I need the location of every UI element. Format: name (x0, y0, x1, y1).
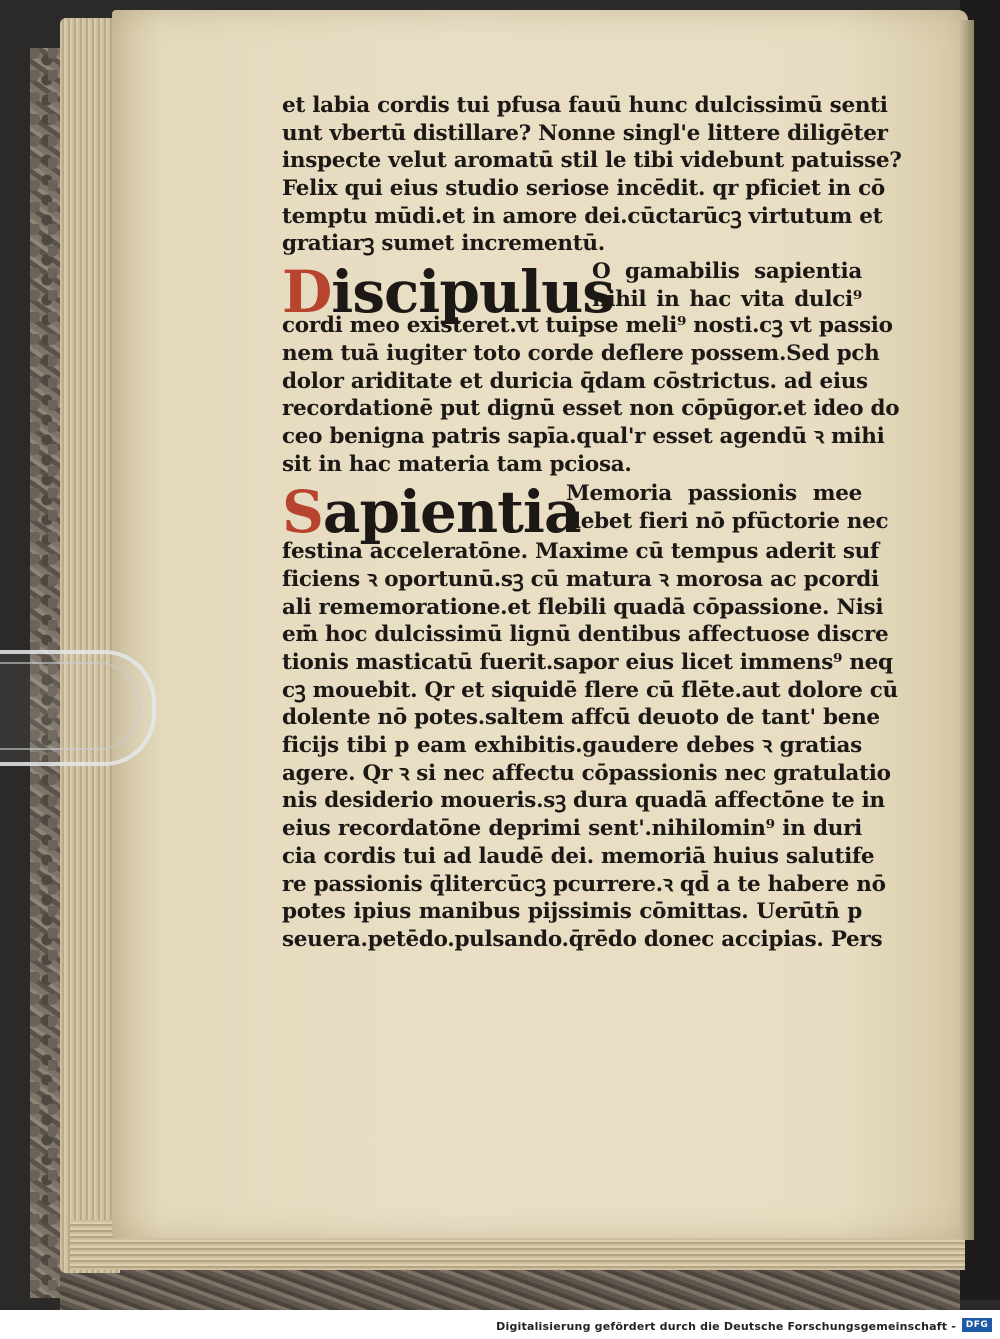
text-line: et labia cordis tui pfusa fauū hunc dulcissimū senti (282, 93, 888, 118)
text-line: ceo benigna patris sapīa.qual'r esset agendū ꝛ mihi (282, 423, 885, 449)
heading-side-lines (592, 258, 862, 313)
heading-side-lines (566, 480, 889, 535)
text-line: cordi meo existeret.vt tuipse meli⁹ nosti.cꝫ vt passio (282, 313, 893, 339)
text-line: cia cordis tui ad laudē dei. memoriā huius salutife (282, 843, 875, 869)
paragraph-sapientia (282, 538, 898, 953)
text-line: seuera.petēdo.pulsando.q̄rēdo donec accipias. Pers (282, 926, 883, 952)
text-line: re passionis q̄litercūcꝫ pcurrere.ꝛ qd̄ a te habere nō (282, 871, 886, 897)
text-line: temptu mūdi.et in amore dei.cūctarūcꝫ virtutum et (282, 203, 883, 229)
page-edges-left (60, 18, 120, 1273)
text-line: gratiarꝫ sumet incrementū. (282, 231, 605, 257)
text-line: cꝫ mouebit. Qr et siquidē flere cū flēte.aut dolore cū (282, 677, 898, 703)
text-line: debet fieri nō pfūctorie nec (566, 508, 889, 534)
text-line: dolor ariditate et duricia q̄dam cōstrictus. ad eius (282, 368, 868, 394)
text-line: agere. Qr ꝛ si nec affectu cōpassionis nec gratulatio (282, 760, 891, 786)
text-line: nihil in hac vita dulci⁹ (592, 286, 862, 312)
rubric-initial: D (282, 258, 332, 327)
heading-rest: iscipulus (331, 258, 614, 327)
paragraph-intro (282, 92, 902, 258)
text-line: eius recordatōne deprimi sent'.nihilomin⁹ in duri (282, 816, 862, 842)
text-line: dolente nō potes.saltem affcū deuoto de tant' bene (282, 705, 880, 731)
text-line: Felix qui eius studio seriose incēdit. qr pficiet in cō (282, 176, 885, 202)
text-line: ali rememoratione.et flebili quadā cōpassione. Nisi (282, 594, 884, 620)
footer-bar (0, 1310, 1000, 1339)
text-line: festina acceleratōne. Maxime cū tempus aderit suf (282, 539, 879, 565)
rubric-initial: S (282, 478, 323, 547)
text-block (282, 92, 902, 954)
text-line: ficijs tibi p eam exhibitis.gaudere debes ꝛ gratias (282, 733, 862, 759)
text-line: nem tuā iugiter toto corde deflere possem.Sed pch (282, 340, 880, 366)
text-line: unt vbertū distillare? Nonne singl'e littere diligēter (282, 120, 888, 146)
text-line: nis desiderio moueris.sꝫ dura quadā affectōne te in (282, 788, 885, 814)
heading-discipulus (282, 258, 614, 327)
footer-credit: Digitalisierung gefördert durch die Deutsche Forschungsgemeinschaft - (496, 1320, 956, 1333)
heading-rest: apientia (322, 478, 581, 547)
text-line: inspecte velut aromatū stil le tibi videbunt patuisse? (282, 148, 902, 174)
text-line: em̄ hoc dulcissimū lignū dentibus affectuose discre (282, 622, 889, 648)
heading-discipulus-row (282, 258, 893, 342)
bookmark-clip-inner (0, 662, 140, 750)
text-line: Memoria passionis mee (566, 481, 862, 507)
text-line: tionis masticatū fuerit.sapor eius licet immens⁹ neq (282, 650, 893, 675)
text-line: recordationē put dignū esset non cōpūgor.et ideo do (282, 396, 900, 422)
dfg-logo: DFG (962, 1318, 992, 1332)
text-line: ficiens ꝛ oportunū.sꝫ cū matura ꝛ morosa ac pcordi (282, 566, 879, 592)
text-line: potes ipius manibus pijssimis cōmittas. Uerūtn̄ p (282, 899, 862, 925)
book-gutter (960, 20, 974, 1240)
heading-sapientia-row (282, 478, 889, 547)
text-line: sit in hac materia tam pciosa. (282, 451, 632, 477)
text-line: O gamabilis sapientia (592, 259, 862, 285)
heading-sapientia (282, 478, 581, 547)
